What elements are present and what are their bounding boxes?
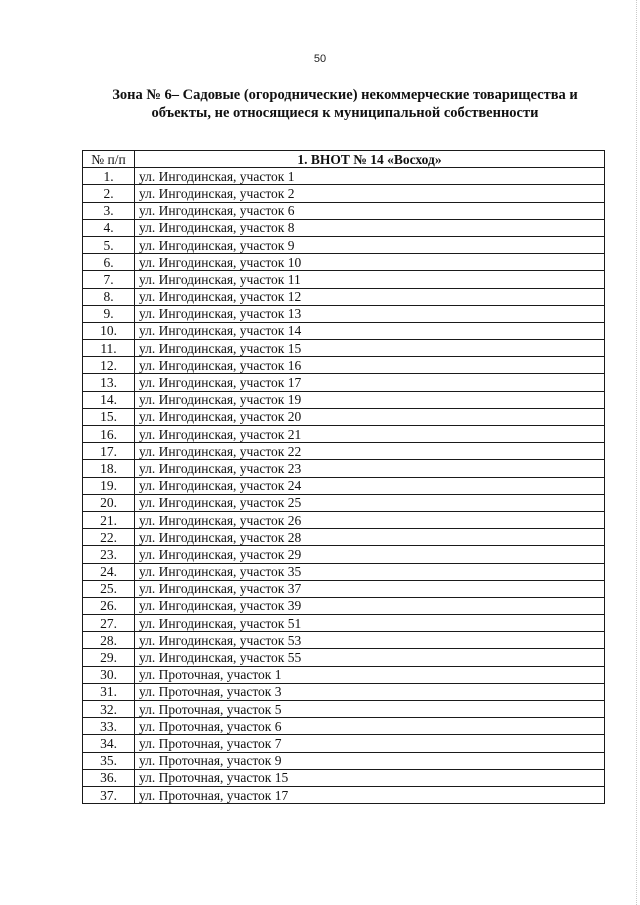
row-number: 35. bbox=[83, 752, 135, 769]
row-number: 7. bbox=[83, 271, 135, 288]
row-address: ул. Проточная, участок 15 bbox=[135, 769, 605, 786]
row-address: ул. Ингодинская, участок 28 bbox=[135, 529, 605, 546]
row-address: ул. Проточная, участок 5 bbox=[135, 701, 605, 718]
row-number: 25. bbox=[83, 580, 135, 597]
page-number: 50 bbox=[313, 53, 327, 65]
row-address: ул. Ингодинская, участок 8 bbox=[135, 219, 605, 236]
table-row bbox=[83, 185, 605, 202]
row-number: 32. bbox=[83, 701, 135, 718]
table-row bbox=[83, 202, 605, 219]
row-address: ул. Ингодинская, участок 1 bbox=[135, 168, 605, 185]
row-number: 18. bbox=[83, 460, 135, 477]
table-row bbox=[83, 254, 605, 271]
row-address: ул. Ингодинская, участок 6 bbox=[135, 202, 605, 219]
row-address: ул. Ингодинская, участок 20 bbox=[135, 408, 605, 425]
table-row bbox=[83, 615, 605, 632]
row-address: ул. Ингодинская, участок 9 bbox=[135, 236, 605, 253]
row-number: 3. bbox=[83, 202, 135, 219]
table-row bbox=[83, 236, 605, 253]
row-number: 9. bbox=[83, 305, 135, 322]
row-number: 30. bbox=[83, 666, 135, 683]
table-row bbox=[83, 443, 605, 460]
title-line-2: объекты, не относящиеся к муниципальной собственности bbox=[151, 105, 539, 121]
row-number: 15. bbox=[83, 408, 135, 425]
row-number: 34. bbox=[83, 735, 135, 752]
row-address: ул. Ингодинская, участок 35 bbox=[135, 563, 605, 580]
table-row bbox=[83, 597, 605, 614]
table-row bbox=[83, 563, 605, 580]
row-address: ул. Проточная, участок 1 bbox=[135, 666, 605, 683]
row-number: 26. bbox=[83, 597, 135, 614]
row-address: ул. Проточная, участок 9 bbox=[135, 752, 605, 769]
row-number: 14. bbox=[83, 391, 135, 408]
row-address: ул. Проточная, участок 6 bbox=[135, 718, 605, 735]
scan-edge bbox=[636, 0, 637, 905]
table-row bbox=[83, 374, 605, 391]
table-row bbox=[83, 460, 605, 477]
row-address: ул. Проточная, участок 17 bbox=[135, 786, 605, 803]
table-header-row bbox=[83, 151, 605, 168]
row-number: 36. bbox=[83, 769, 135, 786]
row-address: ул. Ингодинская, участок 14 bbox=[135, 322, 605, 339]
row-address: ул. Ингодинская, участок 15 bbox=[135, 340, 605, 357]
table-row bbox=[83, 357, 605, 374]
row-address: ул. Проточная, участок 3 bbox=[135, 683, 605, 700]
table-row bbox=[83, 632, 605, 649]
row-address: ул. Ингодинская, участок 26 bbox=[135, 511, 605, 528]
row-number: 2. bbox=[83, 185, 135, 202]
row-number: 16. bbox=[83, 426, 135, 443]
row-number: 20. bbox=[83, 494, 135, 511]
table-row bbox=[83, 683, 605, 700]
table-row bbox=[83, 391, 605, 408]
plots-table bbox=[82, 150, 605, 804]
row-number: 17. bbox=[83, 443, 135, 460]
row-number: 31. bbox=[83, 683, 135, 700]
row-address: ул. Ингодинская, участок 55 bbox=[135, 649, 605, 666]
row-number: 33. bbox=[83, 718, 135, 735]
row-address: ул. Ингодинская, участок 21 bbox=[135, 426, 605, 443]
row-address: ул. Ингодинская, участок 17 bbox=[135, 374, 605, 391]
table-row bbox=[83, 305, 605, 322]
row-number: 27. bbox=[83, 615, 135, 632]
row-number: 8. bbox=[83, 288, 135, 305]
header-number: № п/п bbox=[83, 151, 135, 168]
title-line-1: Зона № 6– Садовые (огороднические) некоммерческие товарищества и bbox=[112, 87, 578, 103]
row-address: ул. Ингодинская, участок 24 bbox=[135, 477, 605, 494]
row-number: 4. bbox=[83, 219, 135, 236]
table-row bbox=[83, 752, 605, 769]
row-number: 11. bbox=[83, 340, 135, 357]
row-address: ул. Ингодинская, участок 19 bbox=[135, 391, 605, 408]
row-number: 10. bbox=[83, 322, 135, 339]
row-address: ул. Ингодинская, участок 37 bbox=[135, 580, 605, 597]
row-number: 21. bbox=[83, 511, 135, 528]
row-address: ул. Проточная, участок 7 bbox=[135, 735, 605, 752]
document-title bbox=[90, 86, 600, 122]
row-address: ул. Ингодинская, участок 23 bbox=[135, 460, 605, 477]
table-row bbox=[83, 529, 605, 546]
row-address: ул. Ингодинская, участок 13 bbox=[135, 305, 605, 322]
table-row bbox=[83, 340, 605, 357]
table-row bbox=[83, 219, 605, 236]
row-address: ул. Ингодинская, участок 10 bbox=[135, 254, 605, 271]
table-row bbox=[83, 477, 605, 494]
table-body bbox=[83, 168, 605, 804]
row-number: 19. bbox=[83, 477, 135, 494]
table-row bbox=[83, 769, 605, 786]
table-row bbox=[83, 168, 605, 185]
table-row bbox=[83, 426, 605, 443]
table-row bbox=[83, 701, 605, 718]
row-address: ул. Ингодинская, участок 2 bbox=[135, 185, 605, 202]
row-number: 1. bbox=[83, 168, 135, 185]
row-number: 37. bbox=[83, 786, 135, 803]
table-row bbox=[83, 511, 605, 528]
row-address: ул. Ингодинская, участок 12 bbox=[135, 288, 605, 305]
row-address: ул. Ингодинская, участок 51 bbox=[135, 615, 605, 632]
row-address: ул. Ингодинская, участок 25 bbox=[135, 494, 605, 511]
row-number: 28. bbox=[83, 632, 135, 649]
row-address: ул. Ингодинская, участок 29 bbox=[135, 546, 605, 563]
table-row bbox=[83, 735, 605, 752]
table-row bbox=[83, 408, 605, 425]
header-section-title: 1. ВНОТ № 14 «Восход» bbox=[135, 151, 605, 168]
row-address: ул. Ингодинская, участок 11 bbox=[135, 271, 605, 288]
row-number: 23. bbox=[83, 546, 135, 563]
row-address: ул. Ингодинская, участок 39 bbox=[135, 597, 605, 614]
row-number: 12. bbox=[83, 357, 135, 374]
row-address: ул. Ингодинская, участок 22 bbox=[135, 443, 605, 460]
row-address: ул. Ингодинская, участок 16 bbox=[135, 357, 605, 374]
row-address: ул. Ингодинская, участок 53 bbox=[135, 632, 605, 649]
row-number: 29. bbox=[83, 649, 135, 666]
table-row bbox=[83, 322, 605, 339]
table-row bbox=[83, 666, 605, 683]
row-number: 13. bbox=[83, 374, 135, 391]
table-row bbox=[83, 649, 605, 666]
table-row bbox=[83, 786, 605, 803]
table-row bbox=[83, 718, 605, 735]
row-number: 24. bbox=[83, 563, 135, 580]
row-number: 6. bbox=[83, 254, 135, 271]
table-row bbox=[83, 580, 605, 597]
row-number: 5. bbox=[83, 236, 135, 253]
table-row bbox=[83, 546, 605, 563]
table-row bbox=[83, 494, 605, 511]
table-row bbox=[83, 271, 605, 288]
row-number: 22. bbox=[83, 529, 135, 546]
table-row bbox=[83, 288, 605, 305]
